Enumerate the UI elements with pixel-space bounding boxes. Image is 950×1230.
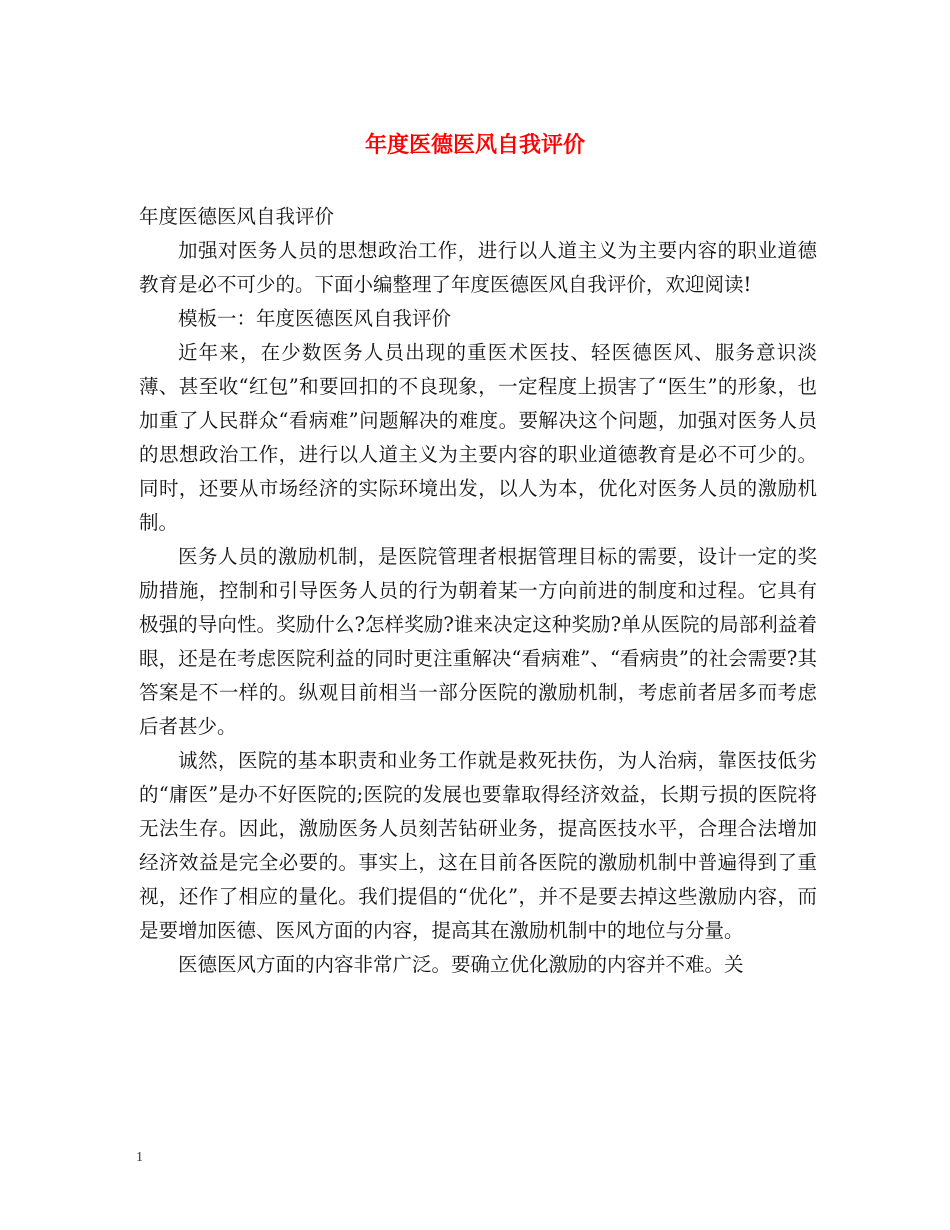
paragraph-template-heading: 模板一：年度医德医风自我评价 (178, 307, 452, 330)
paragraph-heading: 年度医德医风自我评价 (139, 205, 335, 228)
page-number: 1 (136, 1150, 143, 1165)
document-body (139, 200, 817, 982)
document-title: 年度医德医风自我评价 (364, 133, 585, 158)
paragraph-body-3: 诚然，医院的基本职责和业务工作就是救死扶伤，为人治病，靠医技低劣的“庸医”是办不好医院的;医院的发展也要靠取得经济效益，长期亏损的医院将无法生存。因此，激励医务人员刻苦钻研业务，提高医技水平，合理合法增加经济效益是完全必要的。事实上，这在目前各医院的激励机制中普遍得到了重视，还作了相应的量化。我们提倡的“优化”，并不是要去掉这些激励内容，而是要增加医德、医风方面的内容，提高其在激励机制中的地位与分量。 (139, 749, 817, 942)
paragraph-intro: 加强对医务人员的思想政治工作，进行以人道主义为主要内容的职业道德教育是必不可少的。下面小编整理了年度医德医风自我评价，欢迎阅读! (139, 239, 817, 296)
paragraph-body-2: 医务人员的激励机制，是医院管理者根据管理目标的需要，设计一定的奖励措施，控制和引导医务人员的行为朝着某一方向前进的制度和过程。它具有极强的导向性。奖励什么?怎样奖励?谁来决定这种奖励?单从医院的局部利益着眼，还是在考虑医院利益的同时更注重解决“看病难”、“看病贵”的社会需要?其答案是不一样的。纵观目前相当一部分医院的激励机制，考虑前者居多而考虑后者甚少。 (139, 545, 817, 738)
paragraph-body-4: 医德医风方面的内容非常广泛。要确立优化激励的内容并不难。关 (178, 953, 744, 976)
paragraph-body-1: 近年来，在少数医务人员出现的重医术医技、轻医德医风、服务意识淡薄、甚至收“红包”和要回扣的不良现象，一定程度上损害了“医生”的形象，也加重了人民群众“看病难”问题解决的难度。要解决这个问题，加强对医务人员的思想政治工作，进行以人道主义为主要内容的职业道德教育是必不可少的。同时，还要从市场经济的实际环境出发，以人为本，优化对医务人员的激励机制。 (139, 341, 817, 534)
